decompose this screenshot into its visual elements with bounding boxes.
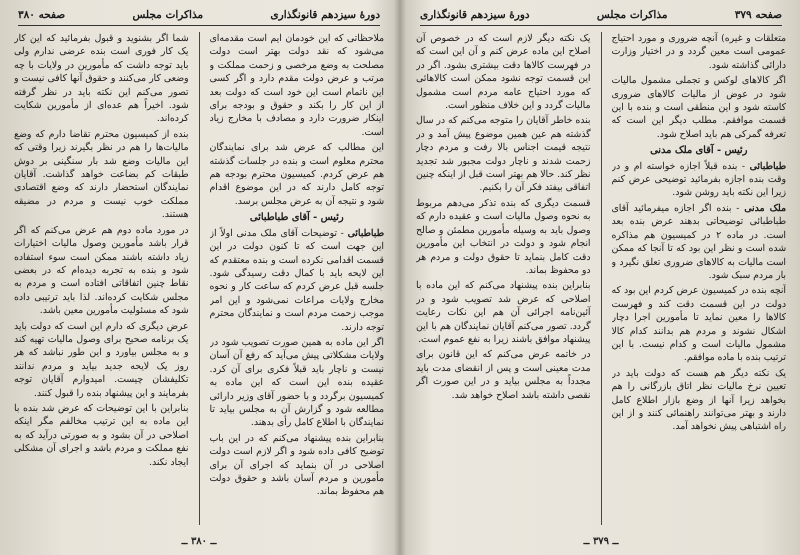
paragraph (416, 279, 591, 346)
paragraph (14, 402, 189, 469)
session-title: دورهٔ سیزدهم قانونگذاری (420, 9, 530, 21)
paragraph (14, 128, 189, 222)
paragraph-text: اگر این ماده به همین صورت تصویب شود در ولایات مشکلاتی پیش می‌آید که رفع آن آسان نیست و ناچار باید قبلاً فکری برای آن کرد. عقیده بنده این است که این ماده به کمیسیون برگردد و با حضور آقای وزیر دارائی مطالعه شود و گزارش آن به مجلس بیاید تا نمایندگان با اطلاع کامل رأی بدهند. (209, 336, 384, 429)
paragraph (612, 284, 787, 364)
paragraph-text: آنچه بنده در کمیسیون عرض کردم این بود که دولت در این قسمت دقت کند و فهرست کالاها را معین نماید تا مأمورین اجرا دچار اشکال نشوند و مردم هم بدانند کدام کالا مشمول مالیات است و کدام نیست. با این ترتیب بنده با ماده موافقم. (611, 285, 786, 364)
text-columns (14, 32, 384, 525)
paragraph-text: - توضیحات آقای ملک مدنی اولاً از این جهت است که تا کنون دولت در این قسمت اقدامی نکرده است و بنده معتقدم که این لایحه باید با کمال دقت رسیدگی شود. جلسه قبل عرض کردم که ساعت کار و نحوه مخارج ولایات مراعات نمی‌شود و این امر موجب زحمت مردم است و نمایندگان محترم توجه دارند. (209, 227, 384, 333)
column-divider (199, 32, 200, 525)
publication-title: مذاکرات مجلس (132, 9, 204, 21)
paragraph (416, 348, 591, 402)
paragraph (612, 74, 787, 141)
paragraph (612, 367, 787, 434)
text-column (14, 32, 189, 525)
paragraph-text: یک نکته دیگر لازم است که در خصوص آن اصلاح این ماده عرض کنم و آن این است که در فهرست کالاها دقت بیشتری بشود. اگر در این قسمت توجه نشود ممکن است کالاهائی که مورد احتیاج عامه مردم است مشمول مالیات گردد و این خلاف منظور است. (416, 33, 591, 112)
paragraph (210, 141, 385, 208)
paragraph (14, 320, 189, 400)
speaker-heading: رئیس - آقای طباطبائی (249, 212, 344, 224)
paragraph-text: این مطالب که عرض شد برای نمایندگان محترم معلوم است و بنده در جلسات گذشته هم عرض کردم. کمیسیون محترم بودجه هم توجه کامل دارند که در این موضوع اقدام شود و نتیجه آن به عرض مجلس برسد. (209, 142, 384, 207)
paragraph (416, 32, 591, 112)
paragraph-text: یک نکته دیگر هم هست که دولت باید در تعیین نرخ مالیات نظر اتاق بازرگانی را هم بخواهد زیرا آنها از وضع بازار اطلاع کامل دارند و بهتر می‌توانند راهنمائی کنند و از این راه اشتباهی پیش نخواهد آمد. (611, 367, 786, 433)
speaker-name: طباطبائی (749, 160, 786, 172)
paragraph (612, 160, 787, 200)
paragraph-text: اگر کالاهای لوکس و تجملی مشمول مالیات شود در عوض از مالیات کالاهای ضروری کاسته شود و این منطقی است و بنده با این قسمت موافقم. مطلب دیگر این است که تعرفه گمرکی هم باید اصلاح شود. (611, 75, 786, 140)
paragraph-text: در خاتمه عرض می‌کنم که این قانون برای مدت معینی است و پس از انقضای مدت باید مجدداً به مجلس بیاید و در این صورت اگر نقصی داشته باشد اصلاح خواهد شد. (416, 349, 591, 401)
page-header (18, 5, 380, 26)
paragraph (14, 32, 189, 126)
publication-title: مذاکرات مجلس (596, 9, 668, 21)
paragraph-text: بنابراین بنده پیشنهاد می‌کنم که این ماده با اصلاحی که عرض شد تصویب شود و در آئین‌نامه اجرائی آن هم این نکات رعایت گردد. تصور می‌کنم آقایان نمایندگان هم با این پیشنهاد موافق باشند زیرا به نفع عموم است. (416, 280, 591, 345)
text-column (416, 32, 591, 525)
paragraph-text: شما اگر بشنوید و قبول بفرمائید که این کار یک کار فوری است بنده عرضی ندارم ولی باید توجه داشت که مأمورین در ولایات با چه وضعی کار می‌کنند و حقوق آنها کافی نیست و تصور می‌کنم این نکته باید در نظر گرفته شود. اخیراً هم عده‌ای از مأمورین شکایت کرده‌اند. (14, 33, 189, 125)
text-columns (416, 32, 786, 525)
paragraph-text: قسمت دیگری که بنده تذکر می‌دهم مربوط به نحوه وصول مالیات است و عقیده دارم که وصول باید به وسیله مأمورین مطمئن و صالح انجام شود و دولت در انتخاب این مأمورین دقت کامل بنماید تا حقوق دولت و مردم هر دو محفوظ بماند. (416, 197, 591, 276)
paragraph (416, 114, 591, 194)
left-page (0, 0, 398, 555)
page-footer: ــ ۳۷۹ ــ (583, 536, 619, 547)
paragraph-text: بنابراین بنده پیشنهاد می‌کنم که در این باب توضیح کافی داده شود و اگر لازم است دولت اصلاحی در آن بنماید که اجرای آن برای مأمورین و مردم آسان باشد و حقوق دولت هم محفوظ بماند. (209, 432, 384, 498)
speaker-name: ملک مدنی (744, 202, 786, 214)
paragraph (210, 336, 385, 430)
text-column (612, 32, 787, 525)
paragraph (612, 202, 787, 282)
paragraph-text: ملاحظاتی که این خودمان ایم است مقدمه‌ای می‌شود که نقد دولت بهتر است دولت مصلحت به وضع مرخصی و زحمت مملکت و مرتب و عرض دولت مقدم دارد و اگر کسی این ناتمام است این خود است که دولت بعد از این کار را بکند و حقوق و بودجه برای اینکار ضرورت دارد و مصادف با مخارج زیاد است. (209, 33, 384, 138)
speaker-heading: رئیس - آقای ملک مدنی (650, 145, 748, 157)
paragraph (210, 432, 385, 499)
paragraph-text: بنده از کمیسیون محترم تقاضا دارم که وضع مالیات‌ها را هم در نظر بگیرند زیرا وقتی که این مالیات وضع شد بار سنگینی بر دوش طبقات کم بضاعت خواهد گذاشت. آقایان نمایندگان استحضار دارند که وضع اقتصادی مملکت خوب نیست و مردم در مضیقه هستند. (14, 128, 189, 221)
session-title: دورهٔ سیزدهم قانونگذاری (270, 9, 380, 21)
speaker-name: طباطبائی (347, 227, 384, 239)
page-header (420, 5, 782, 26)
paragraph-text: بنابراین با این توضیحات که عرض شد بنده با این ماده به این ترتیب مخالفم مگر اینکه اصلاحی در آن بشود و به صورتی درآید که به نفع مملکت و مردم باشد و اجرای آن مشکلی ایجاد نکند. (14, 402, 189, 468)
page-number: صفحه ۳۸۰ (18, 9, 66, 21)
paragraph-text: - بنده اگر اجازه میفرمائید آقای طباطبائی توضیحاتی بدهند عرض بنده بعد است. در ماده ۲ در کمیسیون هم مذاکره شده است و نظر این بود که تا آنجا که ممکن است مالیات به کالاهای ضروری تعلق نگیرد و بار مردم سبک شود. (611, 202, 786, 281)
right-page (402, 0, 800, 555)
page-number: صفحه ۳۷۹ (734, 9, 782, 21)
paragraph-text: عرض دیگری که دارم این است که دولت باید یک برنامه صحیح برای وصول مالیات تهیه کند و به مجلس بیاورد و این طور نباشد که هر روز یک لایحه جدید بیاید و مردم ندانند تکلیفشان چیست. امیدوارم آقایان توجه بفرمایند و این پیشنهاد بنده را قبول کنند. (14, 320, 189, 399)
paragraph-text: متعلقات و غیره) آنچه ضروری و مورد احتیاج عمومی است معین گردد و در اختیار وزارت دارائی گذاشته شود. (611, 33, 786, 71)
paragraph (210, 227, 385, 334)
column-divider (601, 32, 602, 525)
paragraph-text: - بنده قبلاً اجازه خواسته ام و در وقت بنده اجازه بفرمائید توضیحی عرض کنم زیرا این نکته باید روشن شود. (611, 160, 786, 199)
text-column (210, 32, 385, 525)
paragraph-text: در مورد ماده دوم هم عرض می‌کنم که اگر قرار باشد مأمورین وصول مالیات اختیارات زیاد داشته باشند ممکن است سوء استفاده شود و بنده به تجربه دیده‌ام که در بعضی نقاط چنین اتفاقاتی افتاده است و مردم به مجلس شکایت کرده‌اند. لذا باید ترتیبی داده شود که مسئولیت مأمورین معین باشد. (14, 224, 189, 317)
paragraph (612, 32, 787, 72)
paragraph-text: بنده خاطر آقایان را متوجه می‌کنم که در سال گذشته هم عین همین موضوع پیش آمد و در نتیجه قیمت اجناس بالا رفت و مردم دچار زحمت شدند و ناچار دولت مجبور شد تجدید نظر کند. حالا هم بهتر است قبل از اینکه چنین اتفاقی بیفتد فکر آن را بکنیم. (416, 115, 591, 194)
paragraph (14, 224, 189, 318)
paragraph (416, 197, 591, 277)
paragraph (210, 32, 385, 139)
page-footer: ــ ۳۸۰ ــ (181, 536, 217, 547)
